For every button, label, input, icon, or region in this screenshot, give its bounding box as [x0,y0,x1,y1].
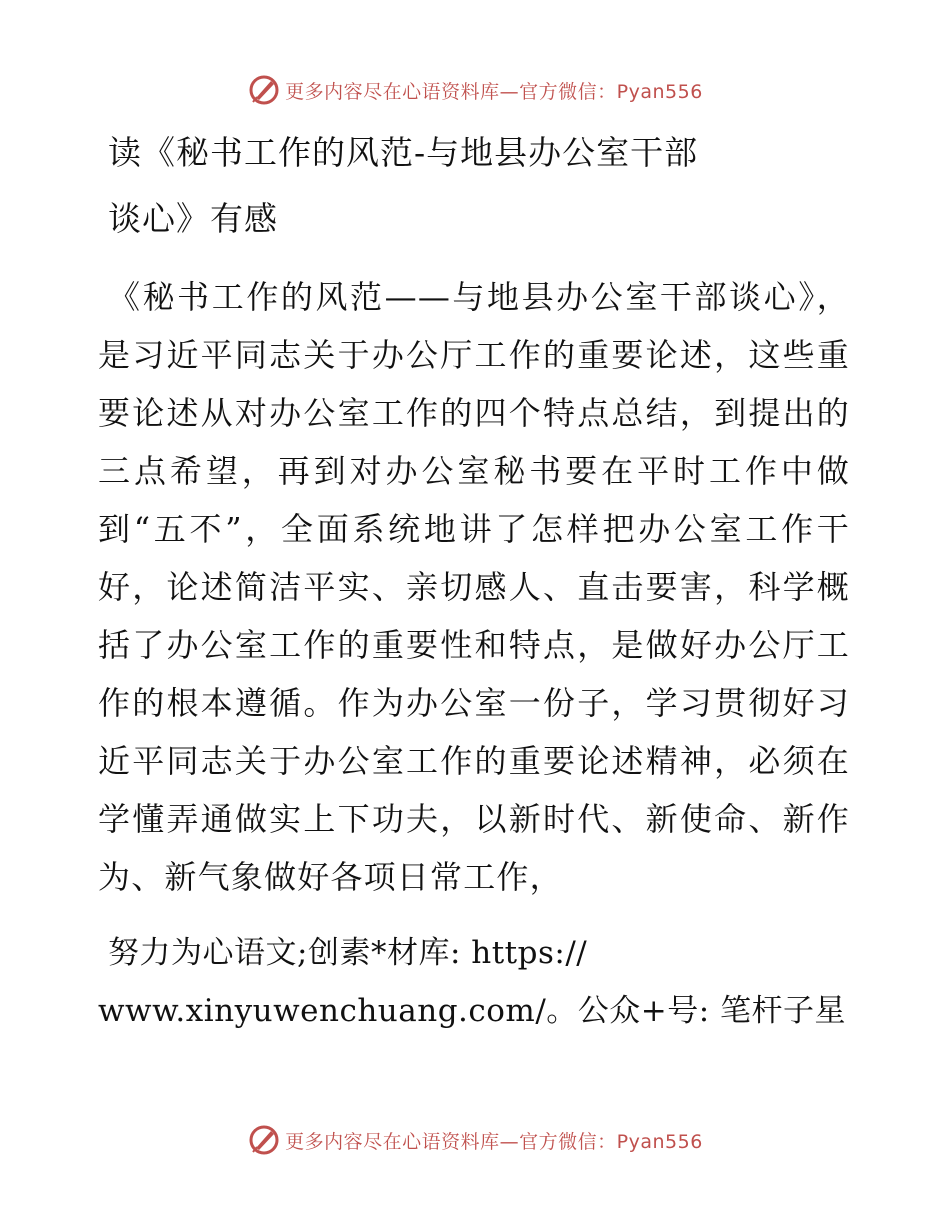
quill-pen-logo-icon [247,1123,281,1157]
watermark-banner-top [0,70,950,110]
quill-pen-logo-icon [247,73,281,107]
watermark-text: 更多内容尽在心语资料库—官方微信：Pyan556 [285,1130,703,1153]
document-title [98,120,850,252]
source-note-line-2: www.xinyuwenchuang.com/。公众+号: 笔杆子星 [98,993,847,1029]
title-line-1: 读《秘书工作的风范-与地县办公室干部 [108,133,699,172]
source-note [98,924,850,1040]
body-paragraph-text: 《秘书工作的风范——与地县办公室干部谈心》，是习近平同志关于办公厅工作的重要论述，这些重要论述从对办公室工作的四个特点总结，到提出的三点希望，再到对办公室秘书要在平时工作中做到“五不”，全面系统地讲了怎样把办公室工作干好，论述简洁平实、亲切感人、直击要害，科学概括了办公室工作的重要性和特点，是做好办公厅工作的根本遵循。作为办公室一份子，学习贯彻好习近平同志关于办公室工作的重要论述精神，必须在学懂弄通做实上下功夫，以新时代、新使命、新作为、新气象做好各项日常工作， [98,278,850,896]
watermark-text: 更多内容尽在心语资料库—官方微信：Pyan556 [285,80,703,103]
source-note-line-1: 努力为心语文;创素*材库: https:// [108,935,588,971]
watermark-banner-bottom [0,1120,950,1160]
title-line-2: 谈心》有感 [108,199,278,238]
document-body [98,120,850,1040]
body-paragraph [98,268,850,906]
